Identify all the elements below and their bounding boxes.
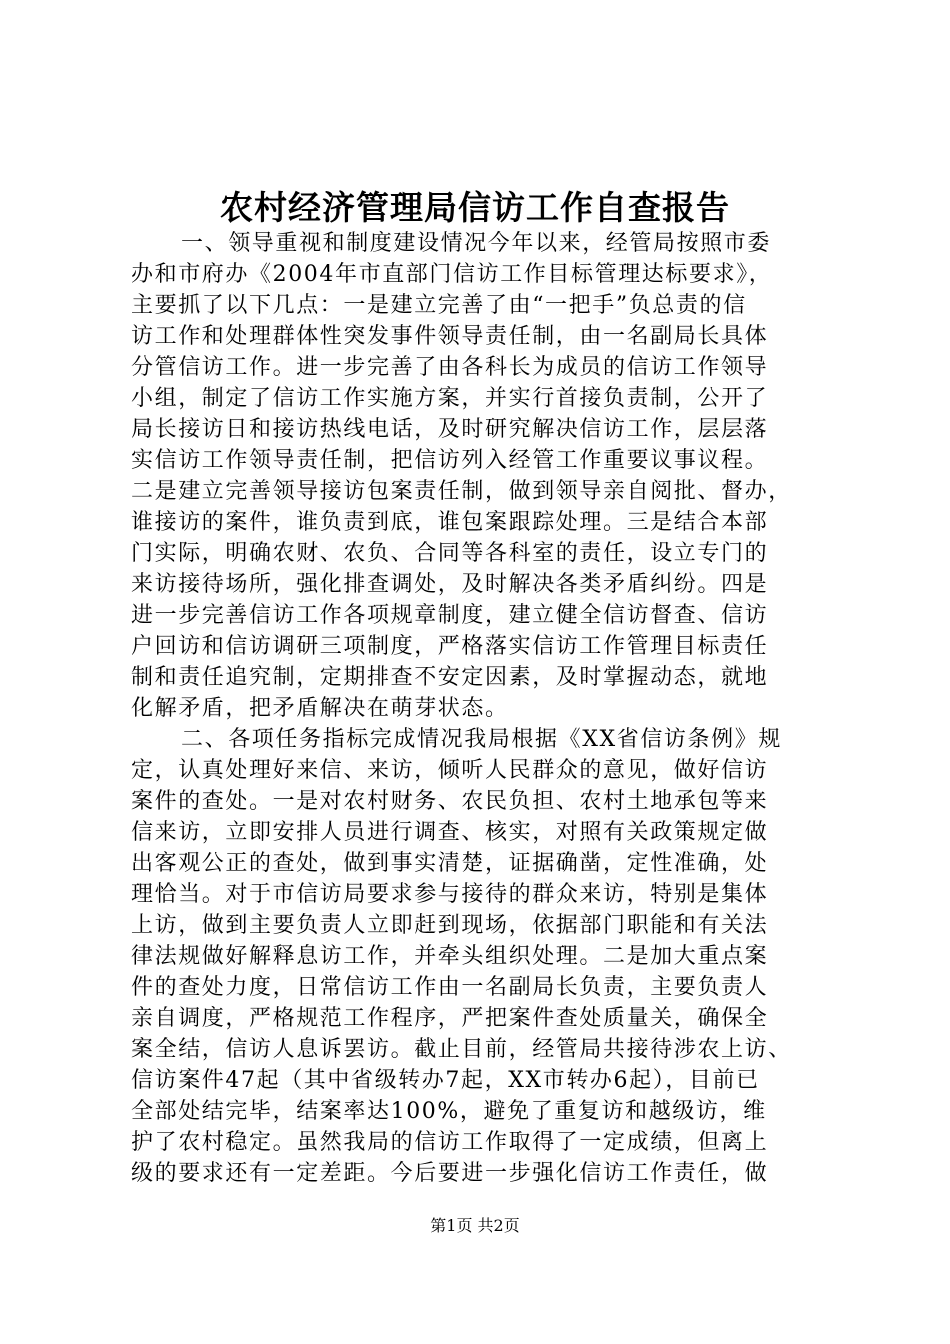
document-title: 农村经济管理局信访工作自查报告 bbox=[220, 188, 730, 227]
paragraph-line: 化解矛盾，把矛盾解决在萌芽状态。 bbox=[131, 696, 509, 721]
paragraph-line: 案全结，信访人息诉罢访。截止目前，经管局共接待涉农上访、 bbox=[131, 1037, 792, 1062]
paragraph-line: 信访案件47起（其中省级转办7起，XX市转办6起），目前已 bbox=[131, 1068, 760, 1093]
paragraph-line: 信来访，立即安排人员进行调查、核实，对照有关政策规定做 bbox=[131, 820, 769, 845]
paragraph-line: 小组，制定了信访工作实施方案，并实行首接负责制，公开了 bbox=[131, 386, 769, 411]
paragraph-line: 护了农村稳定。虽然我局的信访工作取得了一定成绩，但离上 bbox=[131, 1130, 769, 1155]
paragraph-line: 进一步完善信访工作各项规章制度，建立健全信访督查、信访 bbox=[131, 603, 769, 628]
paragraph-line: 制和责任追究制，定期排查不安定因素，及时掌握动态，就地 bbox=[131, 665, 769, 690]
paragraph-line: 门实际，明确农财、农负、合同等各科室的责任，设立专门的 bbox=[131, 541, 769, 566]
paragraph-line: 二、各项任务指标完成情况我局根据《XX省信访条例》规 bbox=[181, 727, 782, 752]
paragraph-line: 案件的查处。一是对农村财务、农民负担、农村土地承包等来 bbox=[131, 789, 769, 814]
paragraph-line: 定，认真处理好来信、来访，倾听人民群众的意见，做好信访 bbox=[131, 758, 769, 783]
paragraph-line: 出客观公正的查处，做到事实清楚，证据确凿，定性准确，处 bbox=[131, 851, 769, 876]
paragraph-line: 上访，做到主要负责人立即赶到现场，依据部门职能和有关法 bbox=[131, 913, 769, 938]
paragraph-line: 二是建立完善领导接访包案责任制，做到领导亲自阅批、督办， bbox=[131, 479, 792, 504]
document-body bbox=[131, 228, 831, 1189]
paragraph-line: 律法规做好解释息访工作，并牵头组织处理。二是加大重点案 bbox=[131, 944, 769, 969]
page-number-footer: 第1页 共2页 bbox=[430, 1216, 520, 1235]
paragraph-line: 级的要求还有一定差距。今后要进一步强化信访工作责任，做 bbox=[131, 1161, 769, 1186]
paragraph-line: 谁接访的案件，谁负责到底，谁包案跟踪处理。三是结合本部 bbox=[131, 510, 769, 535]
paragraph-line: 理恰当。对于市信访局要求参与接待的群众来访，特别是集体 bbox=[131, 882, 769, 907]
paragraph-line: 亲自调度，严格规范工作程序，严把案件查处质量关，确保全 bbox=[131, 1006, 769, 1031]
paragraph-line: 来访接待场所，强化排查调处，及时解决各类矛盾纠纷。四是 bbox=[131, 572, 769, 597]
paragraph-line: 访工作和处理群体性突发事件领导责任制，由一名副局长具体 bbox=[131, 324, 769, 349]
paragraph-line: 主要抓了以下几点：一是建立完善了由“一把手”负总责的信 bbox=[131, 293, 747, 318]
paragraph-line: 户回访和信访调研三项制度，严格落实信访工作管理目标责任 bbox=[131, 634, 769, 659]
paragraph-line: 局长接访日和接访热线电话，及时研究解决信访工作，层层落 bbox=[131, 417, 769, 442]
paragraph-line: 分管信访工作。进一步完善了由各科长为成员的信访工作领导 bbox=[131, 355, 769, 380]
paragraph-line: 一、领导重视和制度建设情况今年以来，经管局按照市委 bbox=[181, 231, 772, 256]
paragraph-line: 全部处结完毕，结案率达100%，避免了重复访和越级访，维 bbox=[131, 1099, 767, 1124]
paragraph-line: 办和市府办《2004年市直部门信访工作目标管理达标要求》， bbox=[131, 262, 773, 287]
paragraph-line: 件的查处力度，日常信访工作由一名副局长负责，主要负责人 bbox=[131, 975, 769, 1000]
paragraph-line: 实信访工作领导责任制，把信访列入经管工作重要议事议程。 bbox=[131, 448, 769, 473]
